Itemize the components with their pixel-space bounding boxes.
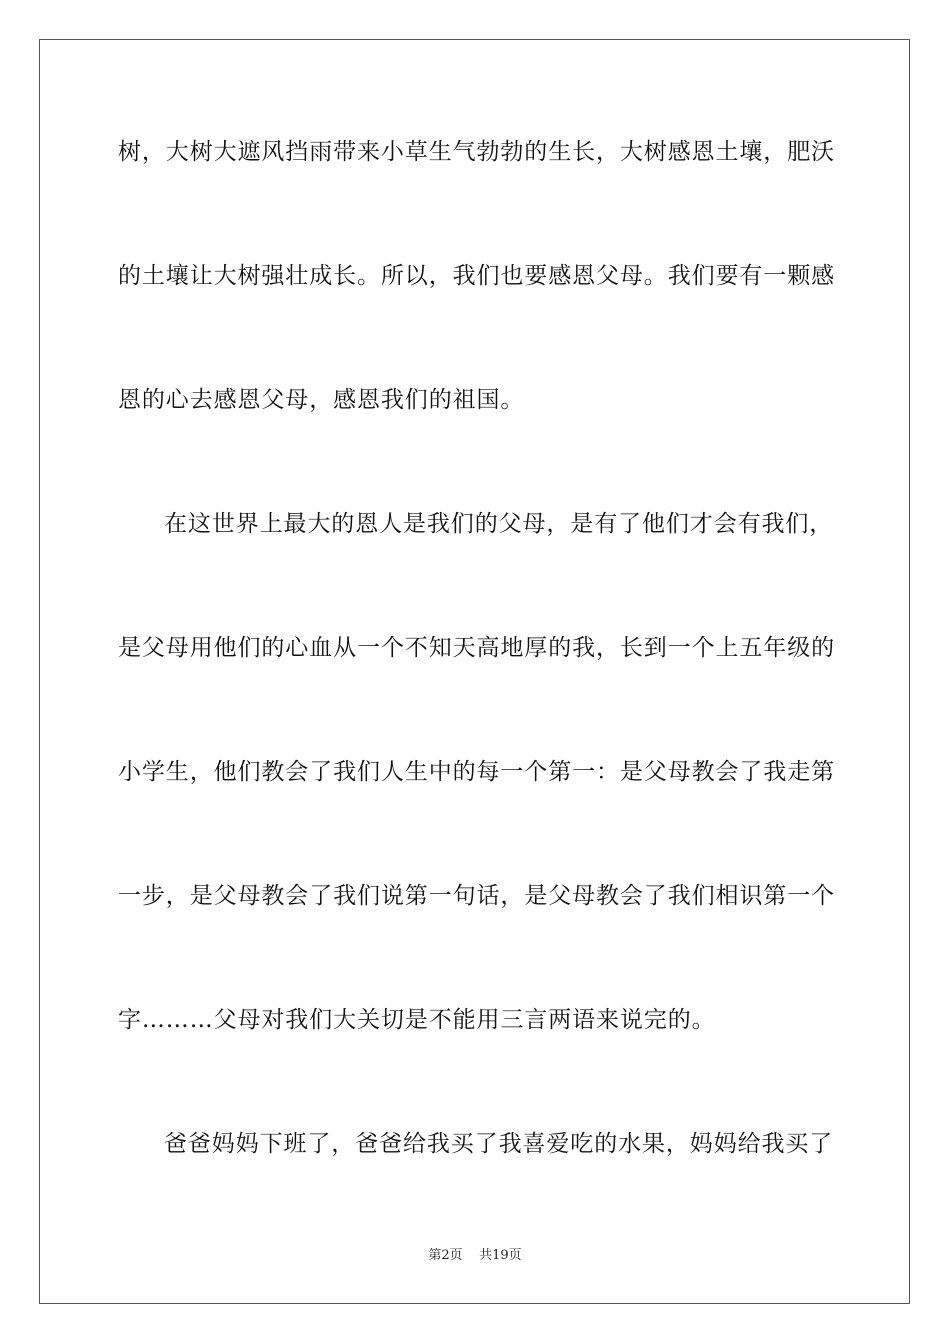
text-line-7: 一步，是父母教会了我们说第一句话，是父母教会了我们相识第一个 (118, 883, 835, 909)
page-total: 共19页 (479, 1248, 522, 1263)
text-line-8: 字………父母对我们大关切是不能用三言两语来说完的。 (118, 1007, 716, 1033)
text-line-4: 在这世界上最大的恩人是我们的父母，是有了他们才会有我们， (164, 511, 834, 537)
text-line-9: 爸爸妈妈下班了，爸爸给我买了我喜爱吃的水果，妈妈给我买了 (164, 1131, 834, 1157)
text-line-2: 的土壤让大树强壮成长。所以，我们也要感恩父母。我们要有一颗感 (118, 263, 835, 289)
page-border (39, 39, 910, 1304)
page-number: 第2页 (428, 1248, 463, 1263)
text-line-3: 恩的心去感恩父母，感恩我们的祖国。 (118, 387, 525, 413)
text-line-1: 树，大树大遮风挡雨带来小草生气勃勃的生长，大树感恩土壤，肥沃 (118, 139, 835, 165)
page-footer (0, 1247, 950, 1265)
text-line-5: 是父母用他们的心血从一个不知天高地厚的我，长到一个上五年级的 (118, 635, 835, 661)
text-line-6: 小学生，他们教会了我们人生中的每一个第一：是父母教会了我走第 (118, 759, 835, 785)
